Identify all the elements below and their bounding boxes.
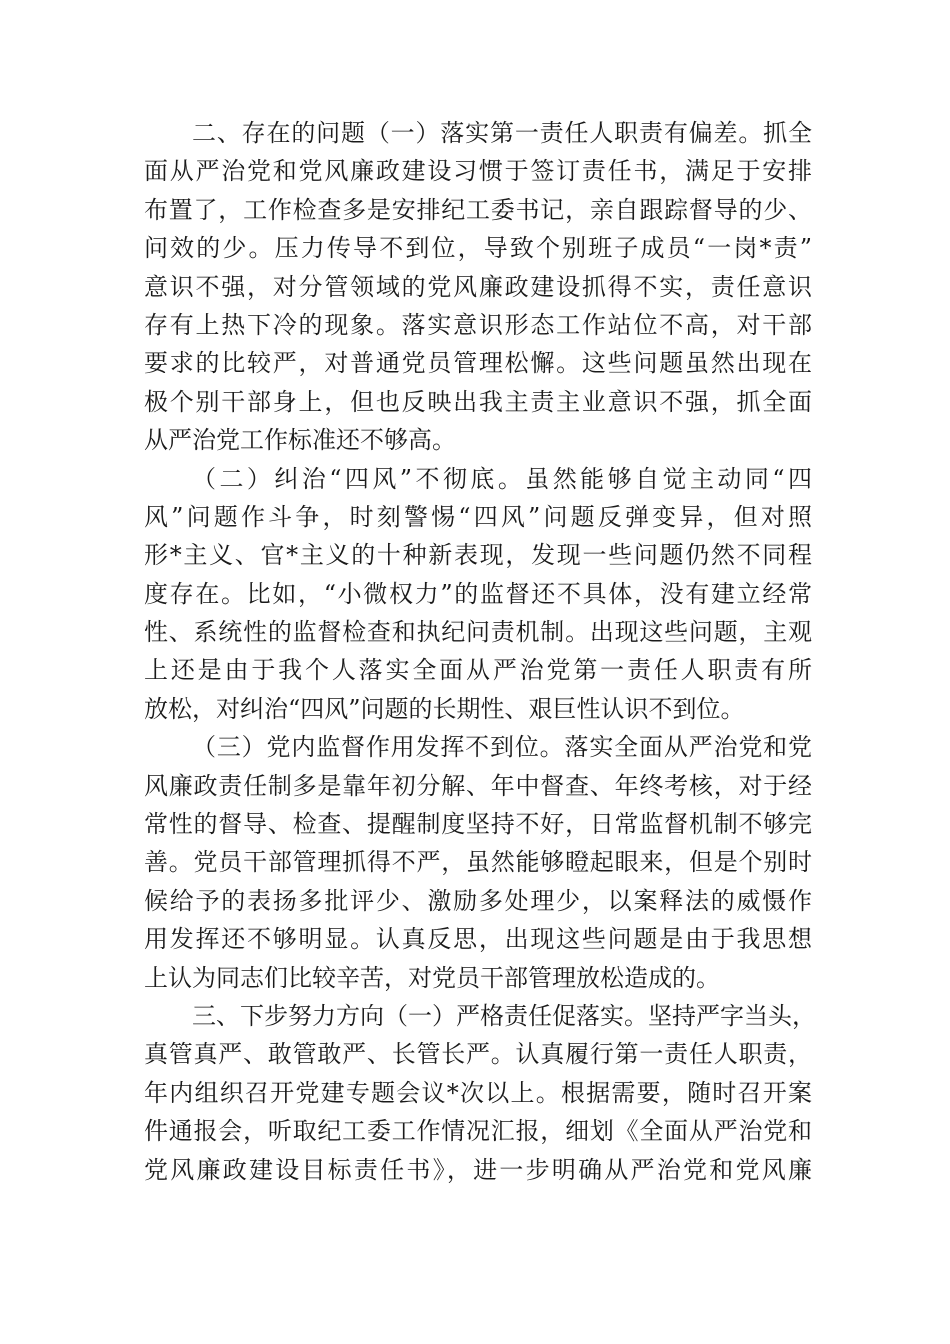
text-line: 形*主义、官*主义的十种新表现，发现一些问题仍然不同程 <box>144 541 812 570</box>
text-line: 件通报会，听取纪工委工作情况汇报，细划《全面从严治党和 <box>144 1117 812 1146</box>
text-line: 问效的少。压力传导不到位，导致个别班子成员“一岗*责” <box>144 234 812 263</box>
text-line: 真管真严、敢管敢严、长管长严。认真履行第一责任人职责， <box>144 1040 812 1069</box>
text-line: 二、存在的问题（一）落实第一责任人职责有偏差。抓全 <box>192 119 812 147</box>
text-line: 风”问题作斗争，时刻警惕“四风”问题反弹变异，但对照 <box>144 502 812 531</box>
text-line: 放松，对纠治“四风”问题的长期性、艰巨性认识不到位。 <box>144 694 745 723</box>
text-line: 上认为同志们比较辛苦，对党员干部管理放松造成的。 <box>144 963 720 992</box>
text-line: 布置了，工作检查多是安排纪工委书记，亲自跟踪督导的少、 <box>144 195 812 224</box>
text-line: 风廉政责任制多是靠年初分解、年中督查、年终考核，对于经 <box>144 771 812 800</box>
text-line: （二）纠治“四风”不彻底。虽然能够自觉主动同“四 <box>192 464 812 493</box>
text-line: 上还是由于我个人落实全面从严治党第一责任人职责有所 <box>144 656 812 685</box>
text-line: 意识不强，对分管领域的党风廉政建设抓得不实，责任意识 <box>144 272 812 301</box>
text-line: 要求的比较严，对普通党员管理松懈。这些问题虽然出现在 <box>144 349 812 378</box>
text-line: 性、系统性的监督检查和执纪问责机制。出现这些问题，主观 <box>144 618 812 647</box>
text-line: 善。党员干部管理抓得不严，虽然能够瞪起眼来，但是个别时 <box>144 848 812 877</box>
text-line: 常性的督导、检查、提醒制度坚持不好，日常监督机制不够完 <box>144 810 812 839</box>
text-line: 从严治党工作标准还不够高。 <box>144 426 456 455</box>
text-line: 用发挥还不够明显。认真反思，出现这些问题是由于我思想 <box>144 925 812 954</box>
text-line: 党风廉政建设目标责任书》，进一步明确从严治党和党风廉 <box>144 1155 812 1184</box>
text-line: 三、下步努力方向（一）严格责任促落实。坚持严字当头， <box>192 1001 816 1030</box>
text-line: 度存在。比如，“小微权力”的监督还不具体，没有建立经常 <box>144 579 812 608</box>
document-body <box>144 114 816 1189</box>
text-line: 候给予的表扬多批评少、激励多处理少，以案释法的威慑作 <box>144 886 812 915</box>
text-line: 极个别干部身上，但也反映出我主责主业意识不强，抓全面 <box>144 387 812 416</box>
text-line: 存有上热下冷的现象。落实意识形态工作站位不高，对干部 <box>144 310 812 339</box>
text-line: （三）党内监督作用发挥不到位。落实全面从严治党和党 <box>192 733 812 762</box>
text-line: 面从严治党和党风廉政建设习惯于签订责任书，满足于安排 <box>144 157 812 186</box>
text-line: 年内组织召开党建专题会议*次以上。根据需要，随时召开案 <box>144 1078 812 1107</box>
